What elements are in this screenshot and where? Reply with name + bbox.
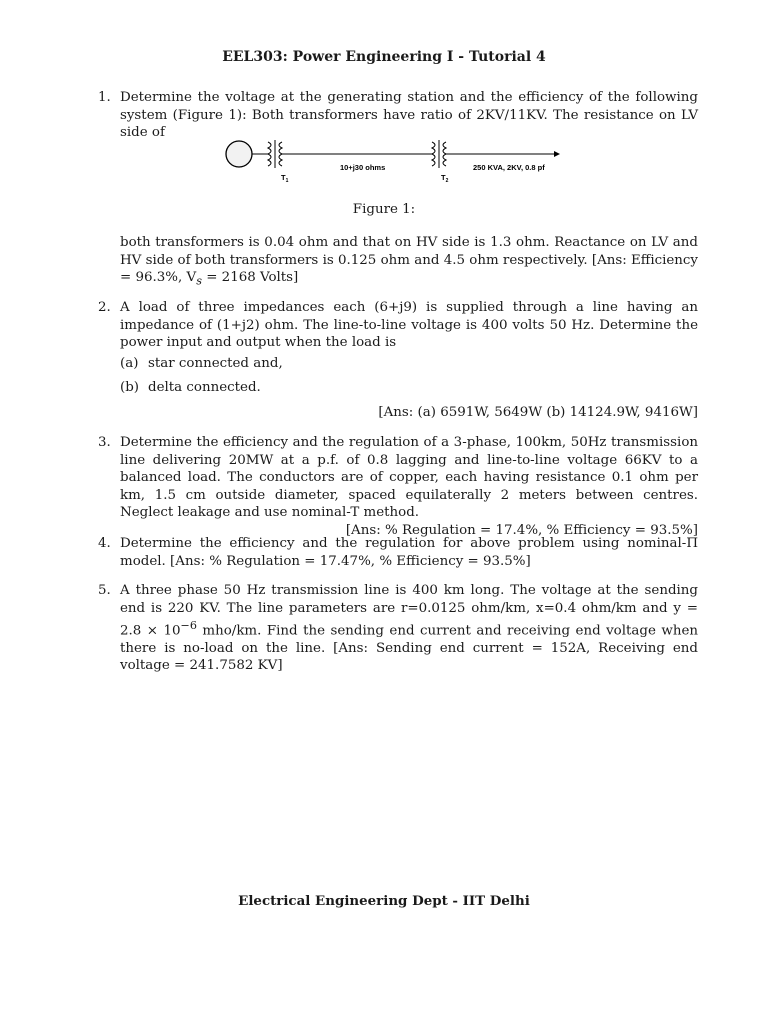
answer-text: [Ans: % Regulation = 17.4%, % Efficiency = 93.5%] [345, 522, 698, 538]
problem-text: Determine the efficiency and the regulation for above problem using nominal-Π model. [Ans: % Regulation = 17.47%, % Efficiency = 93.5%] [120, 536, 698, 569]
problem-1-continued [98, 234, 698, 290]
problem-number: 2. [98, 300, 111, 315]
problem-text: Determine the voltage at the generating station and the efficiency of the following system (Figure 1): Both transformers have ratio of 2KV/11KV. The resistance on LV side of [120, 90, 698, 140]
problem-number: 1. [98, 90, 111, 105]
problem-text: A three phase 50 Hz transmission line is 400 km long. The voltage at the sending end is 220 KV. The line parameters are r=0.0125 ohm/km, x=0.4 ohm/km and $y = 2.8 \times 10^{-6}$ mho/km. Find the sending end current and receiving end voltage when there is no-load on the line. [Ans: Sending end current = 152A, Receiving end voltage = 241.7582 KV] [120, 583, 698, 674]
sub-item-b: (b) delta connected. [120, 379, 261, 395]
document-footer: Electrical Engineering Dept - IIT Delhi [238, 893, 530, 909]
problem-number: 5. [98, 583, 111, 598]
document-title: EEL303: Power Engineering I - Tutorial 4 [222, 49, 546, 65]
figure-caption: Figure 1: [352, 202, 416, 217]
problem-4 [98, 535, 698, 570]
generator-symbol [226, 141, 252, 167]
transformer-t1-symbol [268, 140, 282, 168]
load-label: 250 KVA, 2KV, 0.8 pf [473, 163, 545, 172]
problem-text: both transformers is 0.04 ohm and that on HV side is 1.3 ohm. Reactance on LV and HV side of both transformers is 0.125 ohm and 4.5 ohm respectively. [Ans: Efficiency = 96.3%, $V_s = 2168$ Volts] [120, 235, 698, 288]
problem-text: Determine the efficiency and the regulation of a 3-phase, 100km, 50Hz transmission line delivering 20MW at a p.f. of 0.8 lagging and line-to-line voltage 66KV to a balanced load. The conductors are of copper, each having resistance 0.1 ohm per km, 1.5 cm outside diameter, spaced equilaterally 2 meters between centres. Neglect leakage and use nominal-T method. [Ans: % Regulation = 17.4%, % Efficiency = 93.5%] [120, 435, 698, 538]
problem-number: 4. [98, 536, 111, 551]
sub-item-a: (a) star connected and, [120, 355, 283, 371]
problem-5 [98, 582, 698, 675]
t2-label: $T_2$ [441, 173, 449, 184]
line-impedance-label: 10+j30 ohms [340, 163, 386, 172]
circuit-diagram [222, 134, 572, 186]
problem-text: A load of three impedances each (6+j9) is supplied through a line having an impedance of (1+j2) ohm. The line-to-line voltage is 400 volts 50 Hz. Determine the power input and output when the load is [120, 300, 698, 350]
problem-2 [98, 299, 698, 421]
arrow-icon [554, 151, 560, 157]
problem-3 [98, 434, 698, 539]
answer-text: [Ans: (a) 6591W, 5649W (b) 14124.9W, 9416W] [378, 404, 698, 420]
problem-number: 3. [98, 435, 111, 450]
transformer-t2-symbol [432, 140, 446, 168]
t1-label: $T_1$ [281, 173, 289, 184]
